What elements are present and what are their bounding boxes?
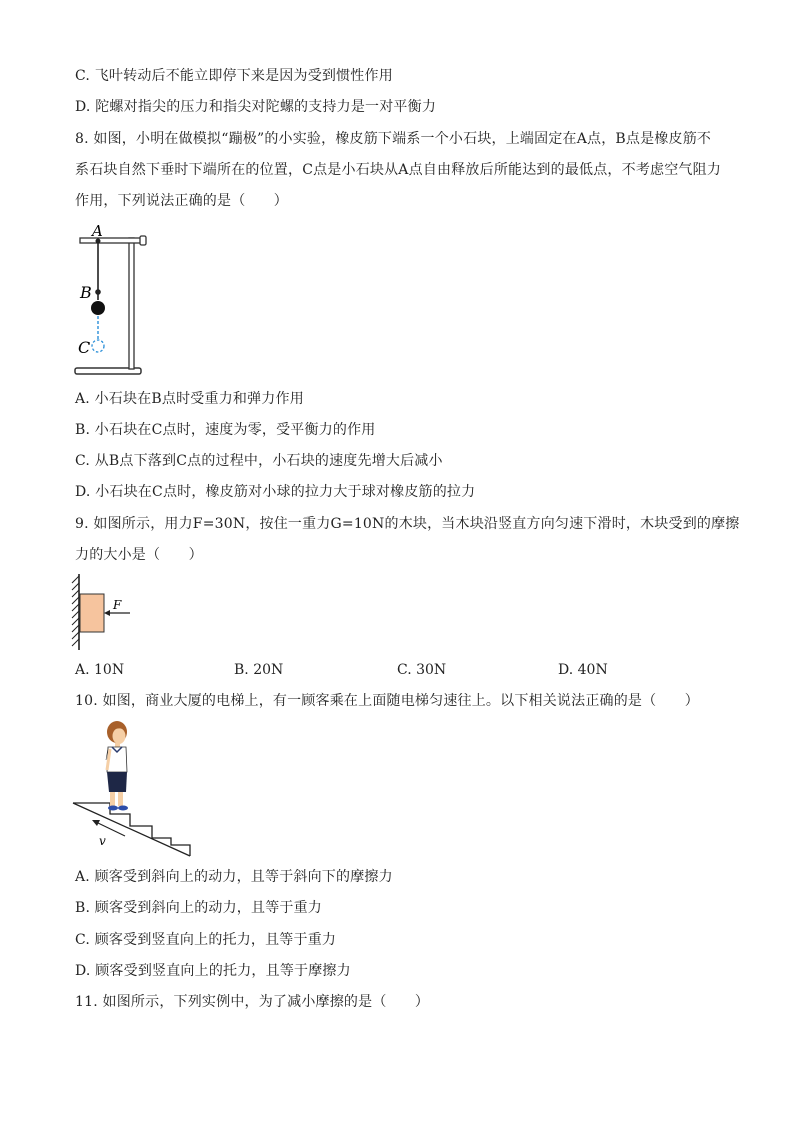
q11-stem-line1: 11. 如图所示，下列实例中，为了减小摩擦的是（ ）: [75, 994, 430, 1010]
q8-stem-line1: 8. 如图，小明在做模拟“蹦极”的小实验，橡皮筋下端系一个小石块，上端固定在A点，B点是橡皮筋不: [75, 131, 712, 147]
customer-figure: [106, 721, 128, 811]
label-f: F: [113, 598, 122, 612]
q10-stem-line1: 10. 如图，商业大厦的电梯上，有一顾客乘在上面随电梯匀速往上。以下相关说法正确的是（ ）: [75, 693, 699, 709]
q8-stem-line3: 作用，下列说法正确的是（ ）: [75, 193, 288, 209]
q9-stem-line2: 力的大小是（ ）: [75, 547, 203, 563]
q9-option-b: B. 20N: [234, 662, 284, 678]
q8-option-d: D. 小石块在C点时，橡皮筋对小球的拉力大于球对橡皮筋的拉力: [75, 484, 476, 500]
q8-option-a: A. 小石块在B点时受重力和弹力作用: [75, 391, 304, 407]
shoe: [108, 806, 118, 811]
q9-option-c: C. 30N: [397, 662, 447, 678]
q10-option-b: B. 顾客受到斜向上的动力，且等于重力: [75, 900, 322, 916]
shorts: [107, 772, 127, 792]
q8-option-c: C. 从B点下落到C点的过程中，小石块的速度先增大后减小: [75, 453, 443, 469]
face: [113, 728, 126, 744]
q10-option-d: D. 顾客受到竖直向上的托力，且等于摩擦力: [75, 963, 351, 979]
q10-option-c: C. 顾客受到竖直向上的托力，且等于重力: [75, 932, 337, 948]
q9-option-a: A. 10N: [75, 662, 125, 678]
q7-option-d: D. 陀螺对指尖的压力和指尖对陀螺的支持力是一对平衡力: [75, 99, 437, 115]
q8-stem-line2: 系石块自然下垂时下端所在的位置，C点是小石块从A点自由释放后所能达到的最低点，不考虑空气阻力: [75, 162, 722, 178]
q10-option-a: A. 顾客受到斜向上的动力，且等于斜向下的摩擦力: [75, 869, 393, 885]
escalator-incline: [73, 803, 190, 856]
q8-option-b: B. 小石块在C点时，速度为零，受平衡力的作用: [75, 422, 376, 438]
label-v: v: [99, 834, 106, 848]
label-c: C: [78, 338, 91, 357]
q7-option-c: C. 飞叶转动后不能立即停下来是因为受到惯性作用: [75, 68, 393, 84]
q9-option-d: D. 40N: [558, 662, 608, 678]
label-b: B: [80, 283, 92, 302]
label-a: A: [92, 222, 103, 240]
q9-stem-line1: 9. 如图所示，用力F=30N，按住一重力G=10N的木块，当木块沿竖直方向匀速下滑时，木块受到的摩擦: [75, 516, 740, 532]
